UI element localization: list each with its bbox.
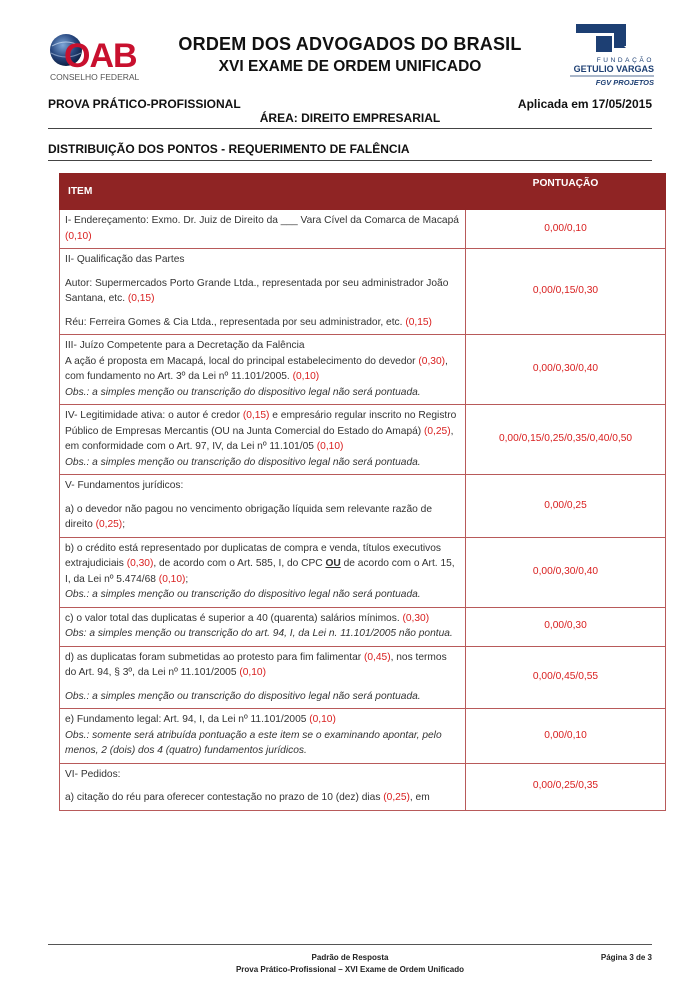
score-value: (0,15) <box>127 293 155 304</box>
score-value: (0,10) <box>316 441 344 452</box>
item-text: III- Juízo Competente para a Decretação da Falência <box>65 340 305 351</box>
score-value: (0,15) <box>405 316 432 328</box>
score-value: (0,10) <box>239 667 266 678</box>
footer-subtitle: Prova Prático-Profissional – XVI Exame de Ordem Unificado <box>235 965 465 974</box>
item-text: a) o devedor não pagou no vencimento obrigação líquida sem relevante razão de direito <box>65 503 432 530</box>
score-cell: 0,00/0,30 <box>466 607 666 646</box>
item-text: A ação é proposta em Macapá, local do principal estabelecimento do devedor <box>65 355 419 367</box>
table-row <box>60 210 666 249</box>
table-header-row <box>60 174 666 210</box>
item-line <box>65 315 460 331</box>
item-line <box>65 611 460 627</box>
item-text: e empresário regular inscrito no Registro Público de Empresas Mercantis (OU na Junta Comercial do Estado do Amapá) <box>65 410 457 437</box>
oab-logo-sub: CONSELHO FEDERAL <box>50 72 140 82</box>
item-line <box>65 712 460 728</box>
item-text: , de acordo com o Art. 585, I, do CPC <box>153 558 326 569</box>
table-row <box>60 709 666 764</box>
table-row <box>60 763 666 810</box>
exam-area: ÁREA: DIREITO EMPRESARIAL <box>259 111 441 125</box>
item-line <box>65 455 460 471</box>
spacer <box>65 307 460 315</box>
fgv-logo-line3: FGV PROJETOS <box>595 78 654 87</box>
header-divider <box>48 128 652 129</box>
score-value: (0,15) <box>242 410 270 421</box>
table-row <box>60 475 666 538</box>
spacer <box>65 782 460 790</box>
fgv-logo-line2: GETULIO VARGAS <box>573 64 654 74</box>
score-cell: 0,00/0,45/0,55 <box>466 646 666 709</box>
item-text: I- Endereçamento: Exmo. Dr. Juiz de Direito da ___ Vara Cível da Comarca de Macapá <box>65 215 459 226</box>
item-line <box>65 650 460 681</box>
spacer <box>65 268 460 276</box>
footer-title: Padrão de Resposta <box>311 953 389 962</box>
item-text: OU <box>325 558 341 569</box>
score-cell: 0,00/0,15/0,30 <box>466 249 666 335</box>
table-body <box>60 210 666 811</box>
item-text: , nos termos do Art. 94, § 3º, da Lei nº 11.101/2005 <box>65 651 447 678</box>
table-row <box>60 646 666 709</box>
item-line <box>65 689 460 705</box>
score-cell: 0,00/0,30/0,40 <box>466 335 666 405</box>
score-value: (0,25) <box>383 792 410 803</box>
spacer <box>65 681 460 689</box>
item-line <box>65 338 460 354</box>
observation-text: Obs.: a simples menção ou transcrição do dispositivo legal não será pontuada. <box>65 386 421 398</box>
item-line <box>65 276 460 307</box>
score-value: (0,10) <box>309 714 336 725</box>
spacer <box>65 494 460 502</box>
item-text: e) Fundamento legal: Art. 94, I, da Lei nº 11.101/2005 <box>65 714 310 725</box>
item-line <box>65 728 460 759</box>
item-text: V- Fundamentos jurídicos: <box>65 480 184 491</box>
table-row <box>60 607 666 646</box>
scoring-table <box>59 173 666 811</box>
table-row <box>60 249 666 335</box>
score-value: (0,10) <box>292 371 320 382</box>
fgv-logo <box>568 20 656 90</box>
item-line <box>65 790 460 806</box>
score-value: (0,25) <box>95 519 123 530</box>
item-cell <box>60 646 466 709</box>
item-text: a) citação do réu para oferecer contestação no prazo de 10 (dez) dias <box>65 792 384 803</box>
exam-type: PROVA PRÁTICO-PROFISSIONAL <box>48 97 241 111</box>
observation-text: Obs.: a simples menção ou transcrição do dispositivo legal não será pontuada. <box>65 690 421 702</box>
page-subtitle: XVI EXAME DE ORDEM UNIFICADO <box>218 58 482 75</box>
table-row <box>60 405 666 475</box>
score-cell: 0,00/0,10 <box>466 210 666 249</box>
section-title: DISTRIBUIÇÃO DOS PONTOS - REQUERIMENTO DE FALÊNCIA <box>48 142 410 156</box>
score-value: (0,25) <box>424 425 451 437</box>
item-line <box>65 213 460 244</box>
item-text: de acordo com o Art. 15, I, da Lei nº 5.474/68 <box>65 558 455 585</box>
item-line <box>65 478 460 494</box>
item-line <box>65 626 460 642</box>
item-line <box>65 408 460 455</box>
item-cell <box>60 405 466 475</box>
score-value: (0,30) <box>126 558 154 569</box>
item-text: Réu: Ferreira Gomes & Cia Ltda., representada por seu administrador, etc. <box>65 316 406 328</box>
observation-text: Obs.: a simples menção ou transcrição do dispositivo legal não será pontuada. <box>65 456 421 468</box>
item-cell <box>60 210 466 249</box>
score-cell: 0,00/0,10 <box>466 709 666 764</box>
observation-text: Obs: a simples menção ou transcrição do art. 94, I, da Lei n. 11.101/2005 não pontua. <box>65 628 453 639</box>
item-text: c) o valor total das duplicatas é superior a 40 (quarenta) salários mínimos. <box>65 612 403 624</box>
column-header-pontuacao: PONTUAÇÃO <box>466 174 666 210</box>
oab-logo-text: OAB <box>64 37 137 75</box>
item-cell <box>60 537 466 607</box>
column-header-item: ITEM <box>60 174 466 210</box>
item-cell <box>60 709 466 764</box>
score-value: (0,45) <box>363 651 391 663</box>
score-value: (0,10) <box>65 230 92 242</box>
score-cell: 0,00/0,25 <box>466 475 666 538</box>
item-cell <box>60 475 466 538</box>
item-text: , com fundamento no Art. 3º da Lei nº 11.101/2005. <box>65 355 448 382</box>
item-text: , em conformidade com o Art. 97, IV, da Lei nº 11.101/05 <box>65 425 454 452</box>
item-line <box>65 354 460 385</box>
item-cell <box>60 335 466 405</box>
item-line <box>65 767 460 783</box>
observation-text: Obs.: somente será atribuída pontuação a este item se o examinando apontar, pelo menos, 2 (dois) dos 4 (quatro) fundamentos jurídicos. <box>65 729 442 756</box>
section-divider <box>48 160 652 161</box>
item-text: b) o crédito está representado por duplicatas de compra e venda, títulos executivos extrajudiciais <box>65 542 442 569</box>
footer-divider <box>48 944 652 945</box>
item-text: d) as duplicatas foram submetidas ao protesto para fim falimentar <box>65 651 364 663</box>
item-text: IV- Legitimidade ativa: o autor é credor <box>65 410 243 421</box>
item-text: ; <box>185 573 189 585</box>
score-cell: 0,00/0,30/0,40 <box>466 537 666 607</box>
item-cell <box>60 607 466 646</box>
score-value: (0,30) <box>402 612 430 624</box>
page-title: ORDEM DOS ADVOGADOS DO BRASIL <box>178 34 522 54</box>
score-cell: 0,00/0,25/0,35 <box>466 763 666 810</box>
item-cell <box>60 249 466 335</box>
item-line <box>65 385 460 401</box>
item-line <box>65 502 460 533</box>
item-text: II- Qualificação das Partes <box>65 254 185 265</box>
fgv-logo-line1: FUNDAÇÃO <box>596 57 654 64</box>
table-row <box>60 537 666 607</box>
page-number: Página 3 de 3 <box>600 953 652 962</box>
score-value: (0,10) <box>158 573 186 585</box>
score-cell: 0,00/0,15/0,25/0,35/0,40/0,50 <box>466 405 666 475</box>
item-text: VI- Pedidos: <box>65 768 121 780</box>
observation-text: Obs.: a simples menção ou transcrição do dispositivo legal não será pontuada. <box>65 589 421 600</box>
item-line <box>65 541 460 588</box>
exam-date: Aplicada em 17/05/2015 <box>517 97 652 111</box>
table-row <box>60 335 666 405</box>
item-text: , em <box>409 792 430 803</box>
item-text: Autor: Supermercados Porto Grande Ltda., representada por seu administrador João Santana, etc. <box>65 277 449 304</box>
item-line <box>65 252 460 268</box>
item-text: ; <box>122 519 126 530</box>
item-line <box>65 587 460 603</box>
score-value: (0,30) <box>418 355 446 367</box>
item-cell <box>60 763 466 810</box>
